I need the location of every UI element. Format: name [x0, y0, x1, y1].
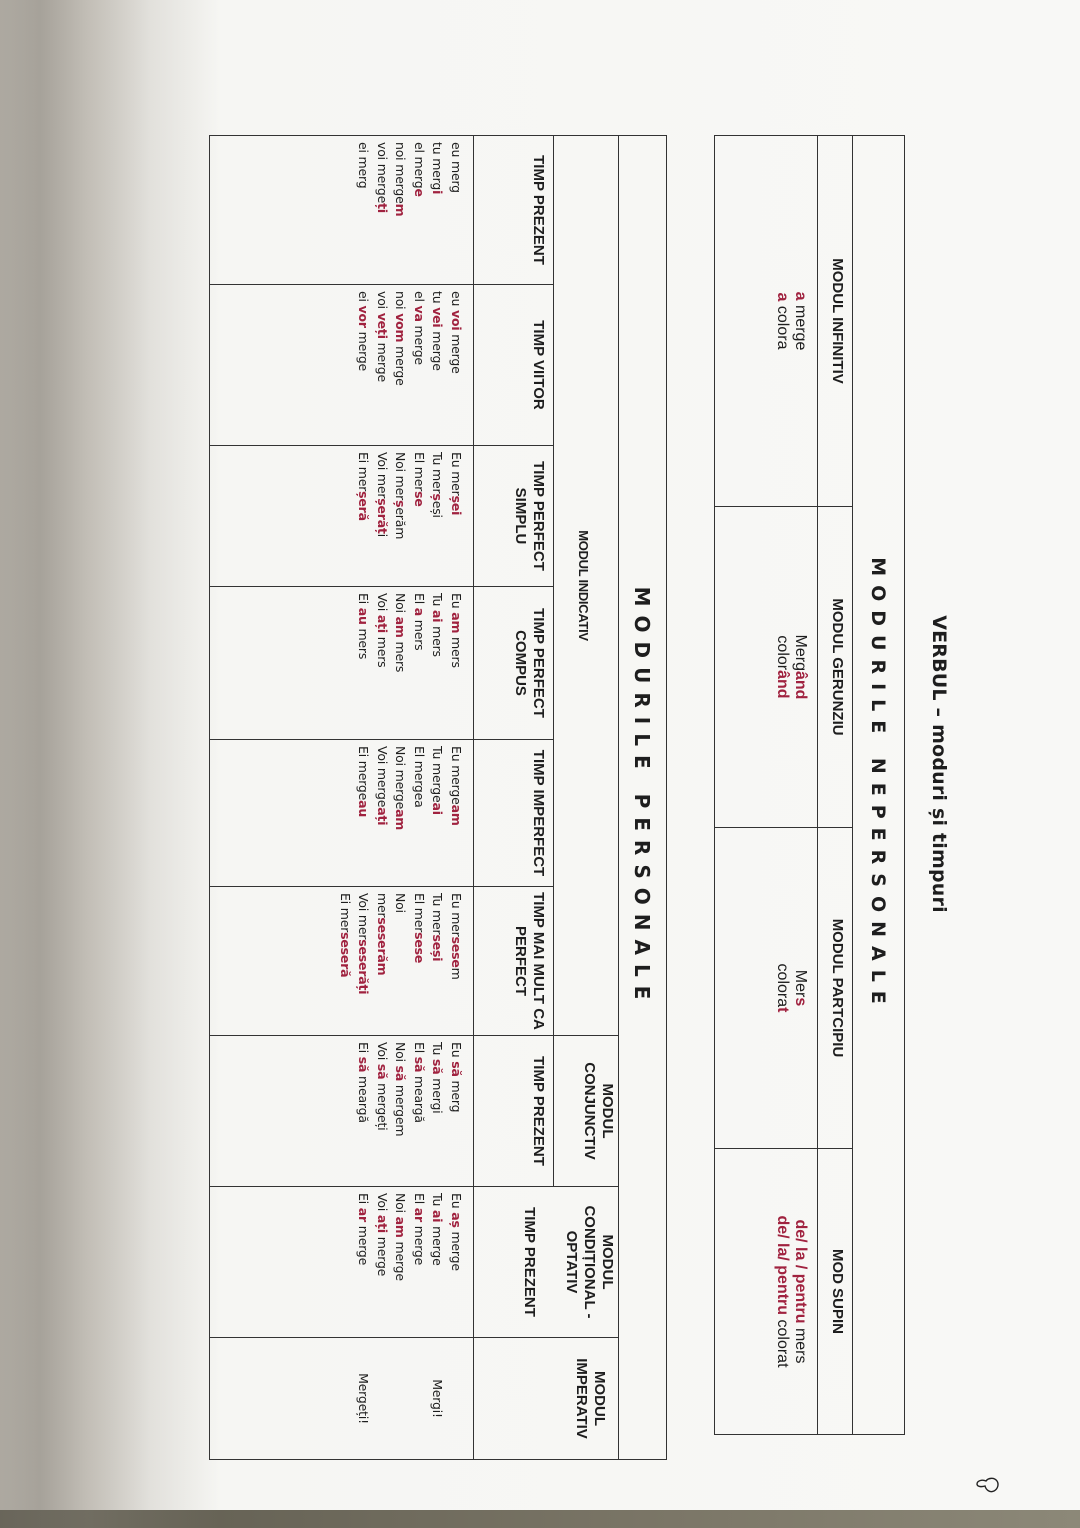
text-part: mers: [792, 1323, 809, 1364]
header-participiu: MODUL PARTCIPIU: [818, 828, 853, 1149]
conj-conditional-prezent: [210, 1187, 474, 1338]
tense-header-conditional-prezent: TIMP PREZENT: [521, 1207, 538, 1317]
conjugation-line: [410, 1338, 429, 1459]
conjugation-line: [447, 452, 466, 586]
conjugation-line: [391, 291, 410, 445]
highlighted-ending: a: [774, 292, 791, 302]
text-part: merge: [430, 1222, 446, 1266]
conjugation-line: [447, 593, 466, 739]
highlighted-ending: ș: [430, 493, 446, 501]
text-part: merge: [375, 338, 390, 382]
text-part: el merg: [412, 142, 427, 189]
text-part: Ei: [356, 1193, 372, 1208]
text-part: Tu mer: [430, 893, 446, 935]
text-part: Voi: [375, 593, 390, 615]
highlighted-ending: t: [774, 1007, 791, 1013]
conjugation-line: [391, 1193, 410, 1337]
text-part: mergeți: [375, 1079, 390, 1131]
text-part: Voi: [375, 1042, 390, 1064]
highlighted-ending: ar: [356, 1207, 372, 1222]
conj-imperativ: [210, 1338, 474, 1460]
conjugation-line: [373, 1042, 392, 1186]
highlighted-ending: ar: [412, 1207, 427, 1222]
tense-header-perfect-simplu: TIMP PERFECT SIMPLU: [474, 446, 554, 587]
conjugation-line: [354, 1338, 373, 1459]
highlighted-ending: au: [356, 607, 372, 625]
mood-header-indicativ: MODUL INDICATIV: [554, 136, 619, 1036]
document-title: VERBUL – moduri și timpuri: [928, 615, 950, 913]
conjugation-line: [373, 593, 392, 739]
highlighted-ending: de/ la / pentru: [792, 1219, 809, 1324]
conj-perfect-simplu: [210, 446, 474, 587]
highlighted-ending: să: [449, 1061, 464, 1077]
text-part: El mergea: [412, 746, 427, 808]
conjugation-line: [428, 1193, 447, 1337]
highlighted-ending: șeră: [356, 491, 372, 521]
text-part: merge: [430, 327, 446, 371]
form-line: [773, 828, 791, 1148]
conj-conjunctiv-prezent: [210, 1036, 474, 1187]
text-part: voi merge: [375, 142, 390, 204]
conjugation-line: [391, 1338, 410, 1459]
conj-viitor: [210, 285, 474, 446]
highlighted-ending: seserăm: [375, 917, 390, 976]
text-part: Tu: [430, 593, 446, 611]
highlighted-ending: am: [449, 804, 464, 826]
text-part: voi: [375, 291, 390, 313]
conjugation-line: [354, 893, 373, 1035]
conjugation-line: [373, 452, 392, 586]
highlighted-ending: va: [412, 305, 427, 322]
text-part: Eu mer: [449, 893, 464, 937]
tense-header-viitor: TIMP VIITOR: [474, 285, 554, 446]
header-infinitiv: MODUL INFINITIV: [818, 136, 853, 507]
highlighted-ending: seși: [430, 934, 446, 962]
highlighted-ending: am: [393, 809, 409, 831]
form-line: [791, 136, 809, 506]
form-line: [791, 1149, 809, 1434]
highlighted-ending: voi: [449, 310, 464, 331]
text-part: m: [449, 967, 464, 980]
conj-perfect-compus: [210, 587, 474, 740]
highlighted-ending: aș: [449, 1212, 464, 1228]
text-part: noi merge: [393, 142, 409, 204]
tense-header-prezent: TIMP PREZENT: [474, 136, 554, 285]
conditional-label: MODUL CONDIȚIONAL - OPTATIV: [563, 1205, 616, 1319]
conjugation-line: [410, 593, 429, 739]
conjugation-line: [354, 746, 373, 886]
personale-table: [209, 135, 667, 1460]
text-part: tu: [430, 291, 446, 308]
conjugation-line: [391, 893, 410, 1035]
highlighted-ending: ai: [430, 802, 446, 815]
form-line: [791, 828, 809, 1148]
text-part: Merg: [792, 634, 809, 671]
mood-header-conditional: [474, 1187, 619, 1338]
text-part: Ei mer: [338, 893, 353, 933]
conjugation-line: [447, 291, 466, 445]
highlighted-ending: seseră: [338, 932, 353, 978]
text-part: mers: [412, 616, 427, 651]
text-part: Noi: [393, 893, 409, 913]
conjugation-line: [410, 452, 429, 586]
text-part: ei merg: [356, 142, 372, 189]
highlighted-ending: veți: [375, 312, 390, 339]
highlighted-ending: e: [412, 188, 427, 197]
highlighted-ending: ați: [375, 1214, 390, 1233]
highlighted-ending: șerăț: [375, 498, 390, 534]
conjugation-line: [428, 593, 447, 739]
text-part: color: [774, 635, 791, 671]
handwritten-scribble-icon: [974, 1475, 1000, 1497]
highlighted-ending: ți: [375, 203, 390, 213]
highlighted-ending: se: [412, 491, 427, 507]
conjugation-line: [373, 1193, 392, 1337]
text-part: El mer: [412, 452, 427, 492]
cell-supin: [715, 1149, 818, 1435]
cell-infinitiv: [715, 136, 818, 507]
conjugation-line: [428, 1338, 447, 1459]
text-part: meargă: [412, 1072, 427, 1123]
text-part: Tu mer: [430, 452, 446, 494]
conjugation-line: [447, 1193, 466, 1337]
conjugation-line: [410, 1042, 429, 1186]
text-part: Voi: [375, 1193, 390, 1215]
text-part: Voi mer: [356, 893, 372, 940]
conjugation-line: [410, 291, 429, 445]
form-line: [773, 1149, 791, 1434]
conjugation-line: [354, 291, 373, 445]
mood-header-conjunctiv: MODUL CONJUNCTIV: [554, 1036, 619, 1187]
personale-section-title: MODURILE PERSONALE: [619, 136, 667, 1460]
text-part: Tu: [430, 1042, 446, 1060]
text-part: colora: [774, 301, 791, 350]
text-part: El mer: [412, 893, 427, 933]
highlighted-ending: vei: [430, 307, 446, 328]
highlighted-ending: am: [449, 612, 464, 634]
text-part: merge: [792, 300, 809, 351]
highlighted-ending: sese: [449, 936, 464, 968]
highlighted-ending: am: [393, 1216, 409, 1238]
cell-participiu: [715, 828, 818, 1149]
text-part: Eu: [449, 1042, 464, 1062]
text-part: eși: [430, 500, 446, 518]
conjugation-line: [391, 452, 410, 586]
text-part: mergem: [393, 1081, 409, 1137]
form-line: [773, 507, 791, 827]
text-part: Tu: [430, 1193, 446, 1211]
conjugation-line: [447, 1338, 466, 1459]
highlighted-ending: ș: [393, 500, 409, 508]
tense-header-mai-mult-ca-perfect: TIMP MAI MULT CA PERFECT: [474, 887, 554, 1036]
highlighted-ending: sese: [412, 932, 427, 964]
text-part: merge: [393, 342, 409, 386]
text-part: Voi mer: [375, 452, 390, 499]
conjugation-line: [447, 1042, 466, 1186]
text-part: erăm: [393, 507, 409, 540]
tense-header-imperfect: TIMP IMPERFECT: [474, 740, 554, 887]
text-part: mers: [430, 622, 446, 657]
cell-gerunziu: [715, 507, 818, 828]
text-part: eu: [449, 291, 464, 310]
conjugation-line: [354, 593, 373, 739]
text-part: Noi: [393, 593, 409, 617]
highlighted-ending: vom: [393, 313, 409, 343]
conjugation-line: [410, 746, 429, 886]
text-part: Noi mer: [393, 452, 409, 501]
highlighted-ending: șei: [449, 495, 464, 516]
text-part: Eu merge: [449, 746, 464, 805]
conjugation-line: [428, 291, 447, 445]
conjugation-line: [373, 746, 392, 886]
text-part: Tu merge: [430, 746, 446, 803]
text-part: mers: [449, 633, 464, 668]
highlighted-ending: s: [792, 997, 809, 1007]
conjugation-line: [428, 142, 447, 284]
text-part: merge: [393, 1237, 409, 1281]
text-part: merge: [412, 1221, 427, 1266]
text-part: merge: [356, 327, 372, 372]
highlighted-ending: i: [430, 190, 446, 195]
conjugation-line: [428, 746, 447, 886]
text-part: merge: [412, 321, 427, 365]
highlighted-ending: vor: [356, 305, 372, 328]
nepersonale-table: [714, 135, 905, 1435]
conjugation-line: [391, 746, 410, 886]
text-part: merg: [449, 1076, 464, 1113]
highlighted-ending: să: [430, 1059, 446, 1075]
text-part: Eu mer: [449, 452, 464, 496]
conjugation-line: [410, 142, 429, 284]
text-part: merge: [356, 1221, 372, 1266]
text-part: Ei: [356, 1042, 372, 1057]
highlighted-ending: să: [412, 1056, 427, 1073]
text-part: mers: [356, 624, 372, 660]
text-part: colorat: [774, 1315, 791, 1368]
text-part: Eu: [449, 593, 464, 613]
form-line: [773, 136, 791, 506]
tense-header-conjunctiv-prezent: TIMP PREZENT: [474, 1036, 554, 1187]
text-part: Mergeți!: [356, 1373, 372, 1424]
conjugation-line: [428, 452, 447, 586]
header-supin: MOD SUPIN: [818, 1149, 853, 1435]
text-part: Noi merge: [393, 746, 409, 810]
text-part: mers: [393, 637, 409, 673]
highlighted-ending: să: [375, 1063, 390, 1080]
highlighted-ending: ând: [792, 671, 809, 700]
conjugation-line: [428, 893, 447, 1035]
highlighted-ending: să: [393, 1065, 409, 1082]
text-part: eu merg: [449, 142, 464, 193]
conjugation-line: [354, 142, 373, 284]
conjugation-line: [373, 1338, 392, 1459]
highlighted-ending: ai: [430, 610, 446, 623]
text-part: Ei mer: [356, 452, 372, 492]
conjugation-line: [410, 1193, 429, 1337]
text-part: Eu: [449, 1193, 464, 1213]
conjugation-line: [428, 1042, 447, 1186]
conjugation-line: [391, 593, 410, 739]
conjugation-line: [373, 291, 392, 445]
text-part: merge: [449, 1227, 464, 1271]
highlighted-ending: seserăți: [356, 939, 372, 995]
text-part: Noi: [393, 1042, 409, 1066]
text-part: i: [375, 533, 390, 538]
conjugation-line: [354, 1193, 373, 1337]
conjugation-line: [410, 893, 429, 1035]
conjugation-line: [373, 142, 392, 284]
shadow-overlay: [0, 0, 220, 1528]
highlighted-ending: ai: [430, 1210, 446, 1223]
header-gerunziu: MODUL GERUNZIU: [818, 507, 853, 828]
highlighted-ending: să: [356, 1056, 372, 1073]
highlighted-ending: am: [393, 616, 409, 638]
text-part: el: [412, 291, 427, 306]
mood-header-imperativ: MODUL IMPERATIV: [474, 1338, 619, 1460]
conjugation-line: [391, 1042, 410, 1186]
conjugation-line: [336, 893, 355, 1035]
highlighted-ending: ând: [774, 670, 791, 699]
text-part: Mer: [792, 969, 809, 998]
conj-imperfect: [210, 740, 474, 887]
text-part: noi: [393, 291, 409, 314]
highlighted-ending: au: [356, 800, 372, 818]
text-part: El: [412, 1042, 427, 1057]
text-part: Voi merge: [375, 746, 390, 808]
highlighted-ending: m: [393, 203, 409, 217]
conjugation-line: [391, 142, 410, 284]
text-part: mer: [375, 893, 390, 918]
conjugation-line: [447, 893, 466, 1035]
highlighted-ending: a: [412, 607, 427, 616]
conjugation-line: [447, 142, 466, 284]
conjugation-line: [354, 1042, 373, 1186]
text-part: Noi: [393, 1193, 409, 1217]
text-part: El: [412, 593, 427, 608]
text-part: merge: [375, 1232, 390, 1277]
text-part: merge: [449, 330, 464, 374]
text-part: Ei merge: [356, 746, 372, 801]
conjugation-line: [373, 893, 392, 1035]
text-part: Ei: [356, 593, 372, 608]
conj-mai-mult-ca-perfect: [210, 887, 474, 1036]
highlighted-ending: a: [792, 291, 809, 301]
text-part: mergi: [430, 1074, 446, 1114]
highlighted-ending: ați: [375, 614, 390, 633]
conjugation-line: [354, 452, 373, 586]
text-part: El: [412, 1193, 427, 1208]
text-part: Mergi!: [430, 1379, 446, 1418]
text-part: ei: [356, 291, 372, 306]
highlighted-ending: de/ la/ pentru: [774, 1215, 791, 1316]
nepersonale-section-title: MODURILE NEPERSONALE: [853, 136, 905, 1435]
tense-header-perfect-compus: TIMP PERFECT COMPUS: [474, 587, 554, 740]
text-part: meargă: [356, 1072, 372, 1123]
text-part: tu merg: [430, 142, 446, 191]
highlighted-ending: ați: [375, 807, 390, 826]
conjugation-line: [447, 746, 466, 886]
text-part: mers: [375, 632, 390, 668]
conj-prezent: [210, 136, 474, 285]
form-line: [791, 507, 809, 827]
text-part: colora: [774, 963, 791, 1008]
